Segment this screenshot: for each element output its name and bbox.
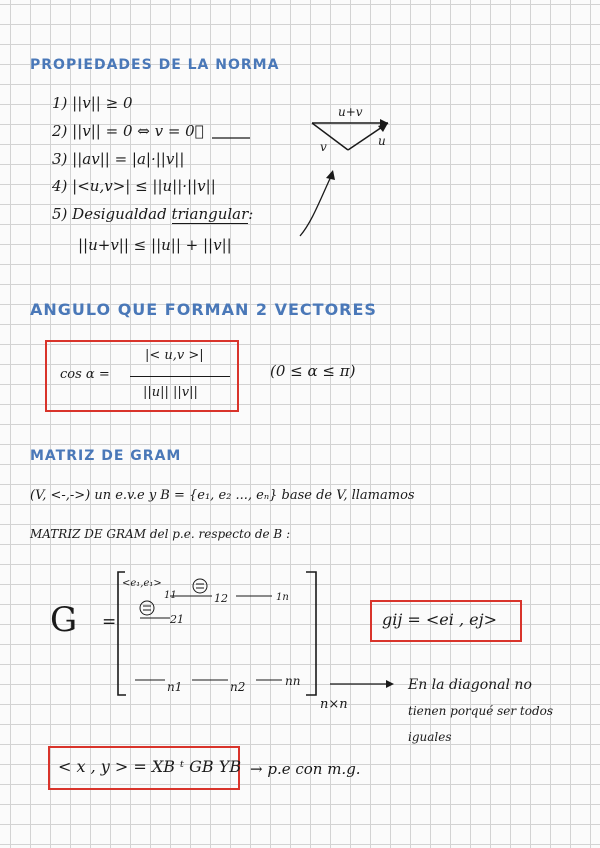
triangle-inequality: ||u+v|| ≤ ||u|| + ||v|| <box>78 236 232 254</box>
gij-definition: gij = <ei , ej> <box>382 610 497 629</box>
matrix-sub-n2: n2 <box>230 680 246 694</box>
triangle-label-right: u <box>378 134 386 148</box>
property-5-prefix: 5) Desigualdad <box>52 205 167 223</box>
diag-note-line2: tienen porqué ser todos <box>408 704 554 718</box>
matrix-sub-1n: 1n <box>276 592 289 603</box>
property-3: 3) ||av|| = |a|·||v|| <box>52 150 185 168</box>
matrix-size: n×n <box>320 697 348 712</box>
property-2: 2) ||v|| = 0 ⇔ v = 0⃗ <box>52 122 204 140</box>
gram-symbol: G <box>50 600 78 640</box>
property-1: 1) ||v|| ≥ 0 <box>52 94 133 112</box>
cos-numerator: |< u,v >| <box>145 348 204 363</box>
gram-definition-line1: (V, <-,->) un e.v.e y B = {e₁, e₂ ..., eₙ} base de V, llamamos <box>30 488 415 503</box>
property-5-colon: : <box>248 205 254 223</box>
matrix-sub-n1: n1 <box>167 680 183 694</box>
property-5-underlined: triangular <box>171 205 249 223</box>
property-4: 4) |<u,v>| ≤ ||u||·||v|| <box>52 177 216 195</box>
cos-label: cos α = <box>60 367 110 382</box>
section-title-norm-properties: PROPIEDADES DE LA NORMA <box>30 57 280 73</box>
angle-range: (0 ≤ α ≤ π) <box>270 362 356 380</box>
matrix-e11: <e₁,e₁> <box>122 578 162 589</box>
gram-equals: = <box>102 612 117 632</box>
matrix-sub-12: 12 <box>214 592 228 605</box>
matrix-sub-21: 21 <box>170 613 184 626</box>
section-title-gram: MATRIZ DE GRAM <box>30 448 182 464</box>
matrix-sub-nn: nn <box>285 674 301 688</box>
triangle-label-left: v <box>320 140 327 154</box>
diag-note-line1: En la diagonal no <box>408 677 532 693</box>
triangle-label-top: u+v <box>338 105 363 119</box>
gram-formula: < x , y > = XB ᵗ GB YB <box>58 757 242 776</box>
gram-formula-note: → p.e con m.g. <box>250 760 361 778</box>
gram-definition-line2: MATRIZ DE GRAM del p.e. respecto de B : <box>30 527 291 541</box>
section-title-angle: ANGULO QUE FORMAN 2 VECTORES <box>30 300 377 319</box>
cos-denominator: ||u|| ||v|| <box>143 385 198 400</box>
matrix-sub-11: 11 <box>164 590 177 601</box>
diag-note-line3: iguales <box>408 730 452 744</box>
